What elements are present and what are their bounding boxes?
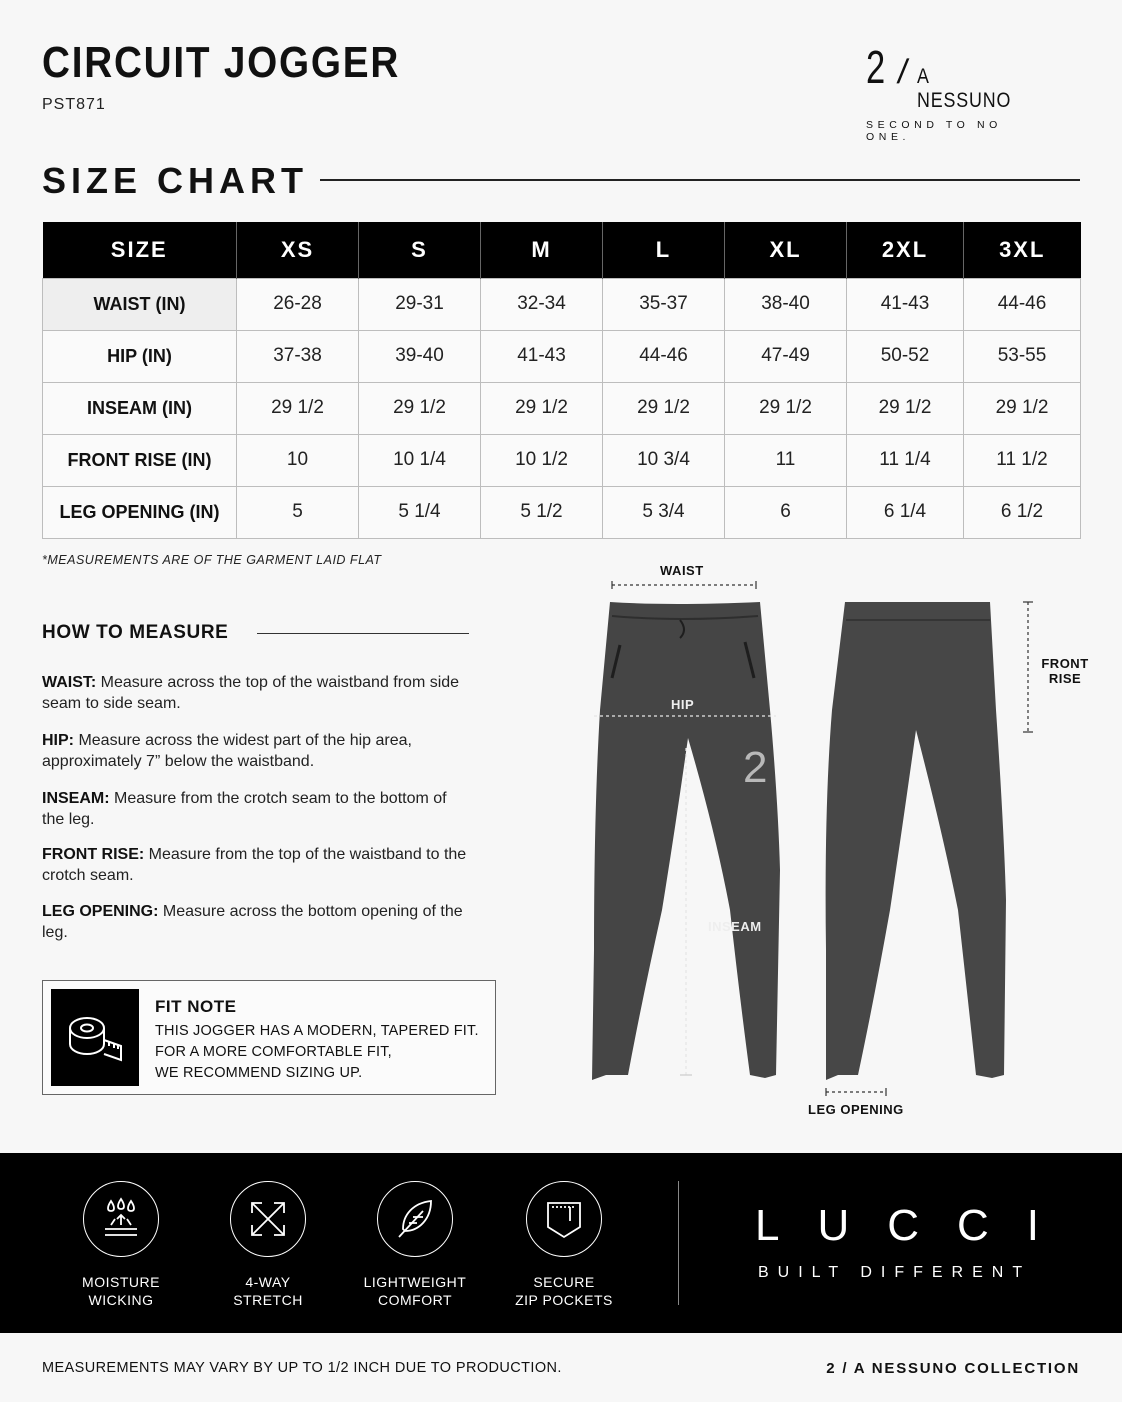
feature-label: LIGHTWEIGHT COMFORT bbox=[363, 1274, 467, 1308]
feature-4-way-stretch bbox=[198, 1181, 338, 1309]
fit-note-box bbox=[42, 980, 496, 1095]
table-cell: 29 1/2 bbox=[725, 382, 847, 434]
table-cell: 29 1/2 bbox=[964, 382, 1081, 434]
fit-note-title: FIT NOTE bbox=[155, 997, 237, 1016]
product-title: CIRCUIT JOGGER bbox=[42, 38, 401, 87]
product-code: PST871 bbox=[42, 96, 106, 113]
column-header: M bbox=[481, 222, 603, 278]
waist-label: WAIST bbox=[660, 563, 704, 578]
table-cell: 35-37 bbox=[603, 278, 725, 330]
table-cell: 5 3/4 bbox=[603, 486, 725, 538]
measuring-tape-icon bbox=[51, 989, 139, 1086]
table-cell: 6 bbox=[725, 486, 847, 538]
fit-note-line: THIS JOGGER HAS A MODERN, TAPERED FIT. bbox=[155, 1023, 479, 1039]
table-header-row bbox=[43, 222, 1081, 278]
lucci-logo: LUCCI bbox=[755, 1201, 1078, 1250]
feather-icon bbox=[377, 1181, 453, 1257]
front-rise-line: RISE bbox=[1048, 671, 1082, 686]
feature-band bbox=[0, 1153, 1122, 1333]
table-cell: 11 bbox=[725, 434, 847, 486]
heading-divider bbox=[320, 179, 1080, 181]
zip-pocket-icon bbox=[526, 1181, 602, 1257]
table-cell: 38-40 bbox=[725, 278, 847, 330]
table-cell: 44-46 bbox=[964, 278, 1081, 330]
instruction-waist bbox=[42, 672, 472, 714]
table-cell: 5 bbox=[237, 486, 359, 538]
front-rise-line: FRONT bbox=[1041, 656, 1089, 671]
size-chart-heading: SIZE CHART bbox=[42, 160, 308, 201]
table-cell: 50-52 bbox=[847, 330, 964, 382]
column-header: 2XL bbox=[847, 222, 964, 278]
table-cell: 39-40 bbox=[359, 330, 481, 382]
column-header: L bbox=[603, 222, 725, 278]
back-pant-shape bbox=[826, 602, 1006, 1080]
column-header: S bbox=[359, 222, 481, 278]
instruction-hip bbox=[42, 730, 472, 772]
feature-lightweight-comfort bbox=[345, 1181, 485, 1309]
instruction-leg-opening bbox=[42, 901, 472, 943]
instruction-text: Measure across the bottom opening of the leg. bbox=[42, 903, 463, 941]
feature-secure-zip-pockets bbox=[494, 1181, 634, 1309]
hip-label: HIP bbox=[671, 697, 695, 712]
four-way-arrows-icon bbox=[230, 1181, 306, 1257]
table-cell: 29 1/2 bbox=[481, 382, 603, 434]
table-cell: 11 1/2 bbox=[964, 434, 1081, 486]
size-table bbox=[42, 222, 1081, 539]
instruction-text: Measure from the crotch seam to the bottom of the leg. bbox=[42, 790, 447, 828]
feature-label: MOISTURE WICKING bbox=[82, 1274, 160, 1308]
brand-slash: / bbox=[894, 53, 910, 91]
fit-note-text bbox=[155, 1021, 479, 1084]
instruction-term: FRONT RISE: bbox=[42, 846, 145, 863]
table-cell: 26-28 bbox=[237, 278, 359, 330]
table-cell: 11 1/4 bbox=[847, 434, 964, 486]
band-divider bbox=[678, 1181, 679, 1305]
table-cell: 5 1/2 bbox=[481, 486, 603, 538]
row-label: INSEAM (IN) bbox=[43, 382, 237, 434]
table-cell: 37-38 bbox=[237, 330, 359, 382]
instruction-text: Measure across the top of the waistband from side seam to side seam. bbox=[42, 674, 460, 712]
table-cell: 32-34 bbox=[481, 278, 603, 330]
table-cell: 44-46 bbox=[603, 330, 725, 382]
table-cell: 6 1/4 bbox=[847, 486, 964, 538]
brand-number: 2 bbox=[866, 41, 886, 93]
instruction-inseam bbox=[42, 788, 472, 830]
column-header: SIZE bbox=[43, 222, 237, 278]
table-cell: 10 1/2 bbox=[481, 434, 603, 486]
column-header: 3XL bbox=[964, 222, 1081, 278]
feature-moisture-wicking bbox=[51, 1181, 191, 1309]
measurement-footnote: *MEASUREMENTS ARE OF THE GARMENT LAID FLAT bbox=[42, 553, 382, 567]
table-row bbox=[43, 434, 1081, 486]
leg-opening-label: LEG OPENING bbox=[808, 1102, 904, 1117]
table-cell: 29 1/2 bbox=[603, 382, 725, 434]
instruction-term: INSEAM: bbox=[42, 790, 110, 807]
column-header: XS bbox=[237, 222, 359, 278]
table-cell: 6 1/2 bbox=[964, 486, 1081, 538]
feature-label: SECURE ZIP POCKETS bbox=[515, 1274, 613, 1308]
instruction-term: WAIST: bbox=[42, 674, 97, 691]
table-cell: 41-43 bbox=[847, 278, 964, 330]
table-cell: 10 3/4 bbox=[603, 434, 725, 486]
row-label: HIP (IN) bbox=[43, 330, 237, 382]
table-row bbox=[43, 486, 1081, 538]
instruction-text: Measure from the top of the waistband to the crotch seam. bbox=[42, 846, 467, 884]
table-cell: 47-49 bbox=[725, 330, 847, 382]
front-rise-label bbox=[1040, 656, 1090, 686]
table-cell: 29 1/2 bbox=[847, 382, 964, 434]
table-cell: 29 1/2 bbox=[237, 382, 359, 434]
brand-name: A NESSUNO bbox=[917, 65, 1012, 112]
footer-collection: 2 / A NESSUNO COLLECTION bbox=[826, 1360, 1080, 1377]
inseam-label: INSEAM bbox=[708, 919, 762, 934]
instruction-term: HIP: bbox=[42, 732, 74, 749]
table-row bbox=[43, 330, 1081, 382]
row-label: LEG OPENING (IN) bbox=[43, 486, 237, 538]
fit-note-line: WE RECOMMEND SIZING UP. bbox=[155, 1065, 363, 1081]
how-to-measure-heading: HOW TO MEASURE bbox=[42, 622, 229, 643]
fit-note-line: FOR A MORE COMFORTABLE FIT, bbox=[155, 1044, 392, 1060]
table-cell: 29 1/2 bbox=[359, 382, 481, 434]
instruction-term: LEG OPENING: bbox=[42, 903, 159, 920]
brand-logo bbox=[866, 40, 1036, 143]
brand-tagline: SECOND TO NO ONE. bbox=[866, 119, 1002, 143]
instruction-front-rise bbox=[42, 844, 472, 886]
table-cell: 10 1/4 bbox=[359, 434, 481, 486]
row-label: WAIST (IN) bbox=[43, 278, 237, 330]
table-row bbox=[43, 382, 1081, 434]
instruction-text: Measure across the widest part of the hip area, approximately 7” below the waistband. bbox=[42, 732, 412, 770]
lucci-tagline: BUILT DIFFERENT bbox=[758, 1264, 1032, 1281]
feature-label: 4-WAY STRETCH bbox=[233, 1274, 303, 1308]
table-row bbox=[43, 278, 1081, 330]
row-label: FRONT RISE (IN) bbox=[43, 434, 237, 486]
footer-disclaimer: MEASUREMENTS MAY VARY BY UP TO 1/2 INCH DUE TO PRODUCTION. bbox=[42, 1360, 562, 1376]
table-cell: 53-55 bbox=[964, 330, 1081, 382]
water-drops-icon bbox=[83, 1181, 159, 1257]
garment-diagram bbox=[580, 570, 1060, 1130]
table-cell: 10 bbox=[237, 434, 359, 486]
logo-mark: 2 bbox=[743, 743, 768, 792]
table-cell: 29-31 bbox=[359, 278, 481, 330]
table-cell: 5 1/4 bbox=[359, 486, 481, 538]
table-cell: 41-43 bbox=[481, 330, 603, 382]
column-header: XL bbox=[725, 222, 847, 278]
heading-divider bbox=[257, 633, 469, 634]
